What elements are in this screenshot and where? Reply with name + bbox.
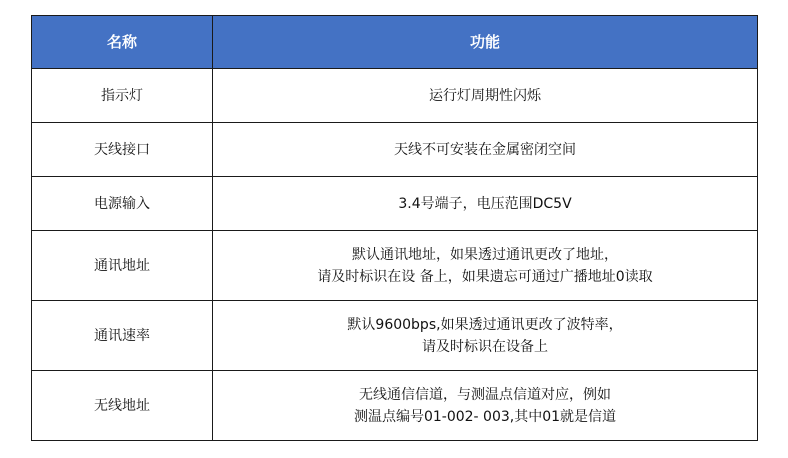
- row-function: [213, 177, 758, 231]
- function-line: 默认9600bps,如果透过通讯更改了波特率，: [347, 316, 623, 333]
- header-function: 功能: [213, 16, 758, 69]
- function-line: 请及时标识在设备上: [422, 338, 548, 355]
- function-line: 3.4号端子，电压范围DC5V: [398, 195, 572, 212]
- row-function: [213, 231, 758, 301]
- table-row: [32, 301, 758, 371]
- row-name-wireless-address: 无线地址: [32, 371, 213, 441]
- function-line: 默认通讯地址，如果透过通讯更改了地址，: [352, 246, 618, 263]
- row-name-antenna: 天线接口: [32, 123, 213, 177]
- row-function: [213, 69, 758, 123]
- table-row: [32, 69, 758, 123]
- row-function: [213, 301, 758, 371]
- table-row: [32, 177, 758, 231]
- table-row: [32, 371, 758, 441]
- row-function: [213, 123, 758, 177]
- function-line: 请及时标识在设 备上，如果遗忘可通过广播地址0读取: [317, 268, 653, 285]
- function-line: 无线通信信道，与测温点信道对应，例如: [359, 386, 611, 403]
- function-line: 运行灯周期性闪烁: [429, 87, 541, 104]
- row-name-indicator: 指示灯: [32, 69, 213, 123]
- row-name-comm-rate: 通讯速率: [32, 301, 213, 371]
- header-name: 名称: [32, 16, 213, 69]
- function-line: 天线不可安装在金属密闭空间: [394, 141, 576, 158]
- row-name-power: 电源输入: [32, 177, 213, 231]
- function-line: 测温点编号01-002- 003,其中01就是信道: [353, 408, 617, 425]
- spec-table: [31, 15, 758, 441]
- row-name-comm-address: 通讯地址: [32, 231, 213, 301]
- table-row: [32, 231, 758, 301]
- table-row: [32, 123, 758, 177]
- table-header-row: [32, 16, 758, 69]
- row-function: [213, 371, 758, 441]
